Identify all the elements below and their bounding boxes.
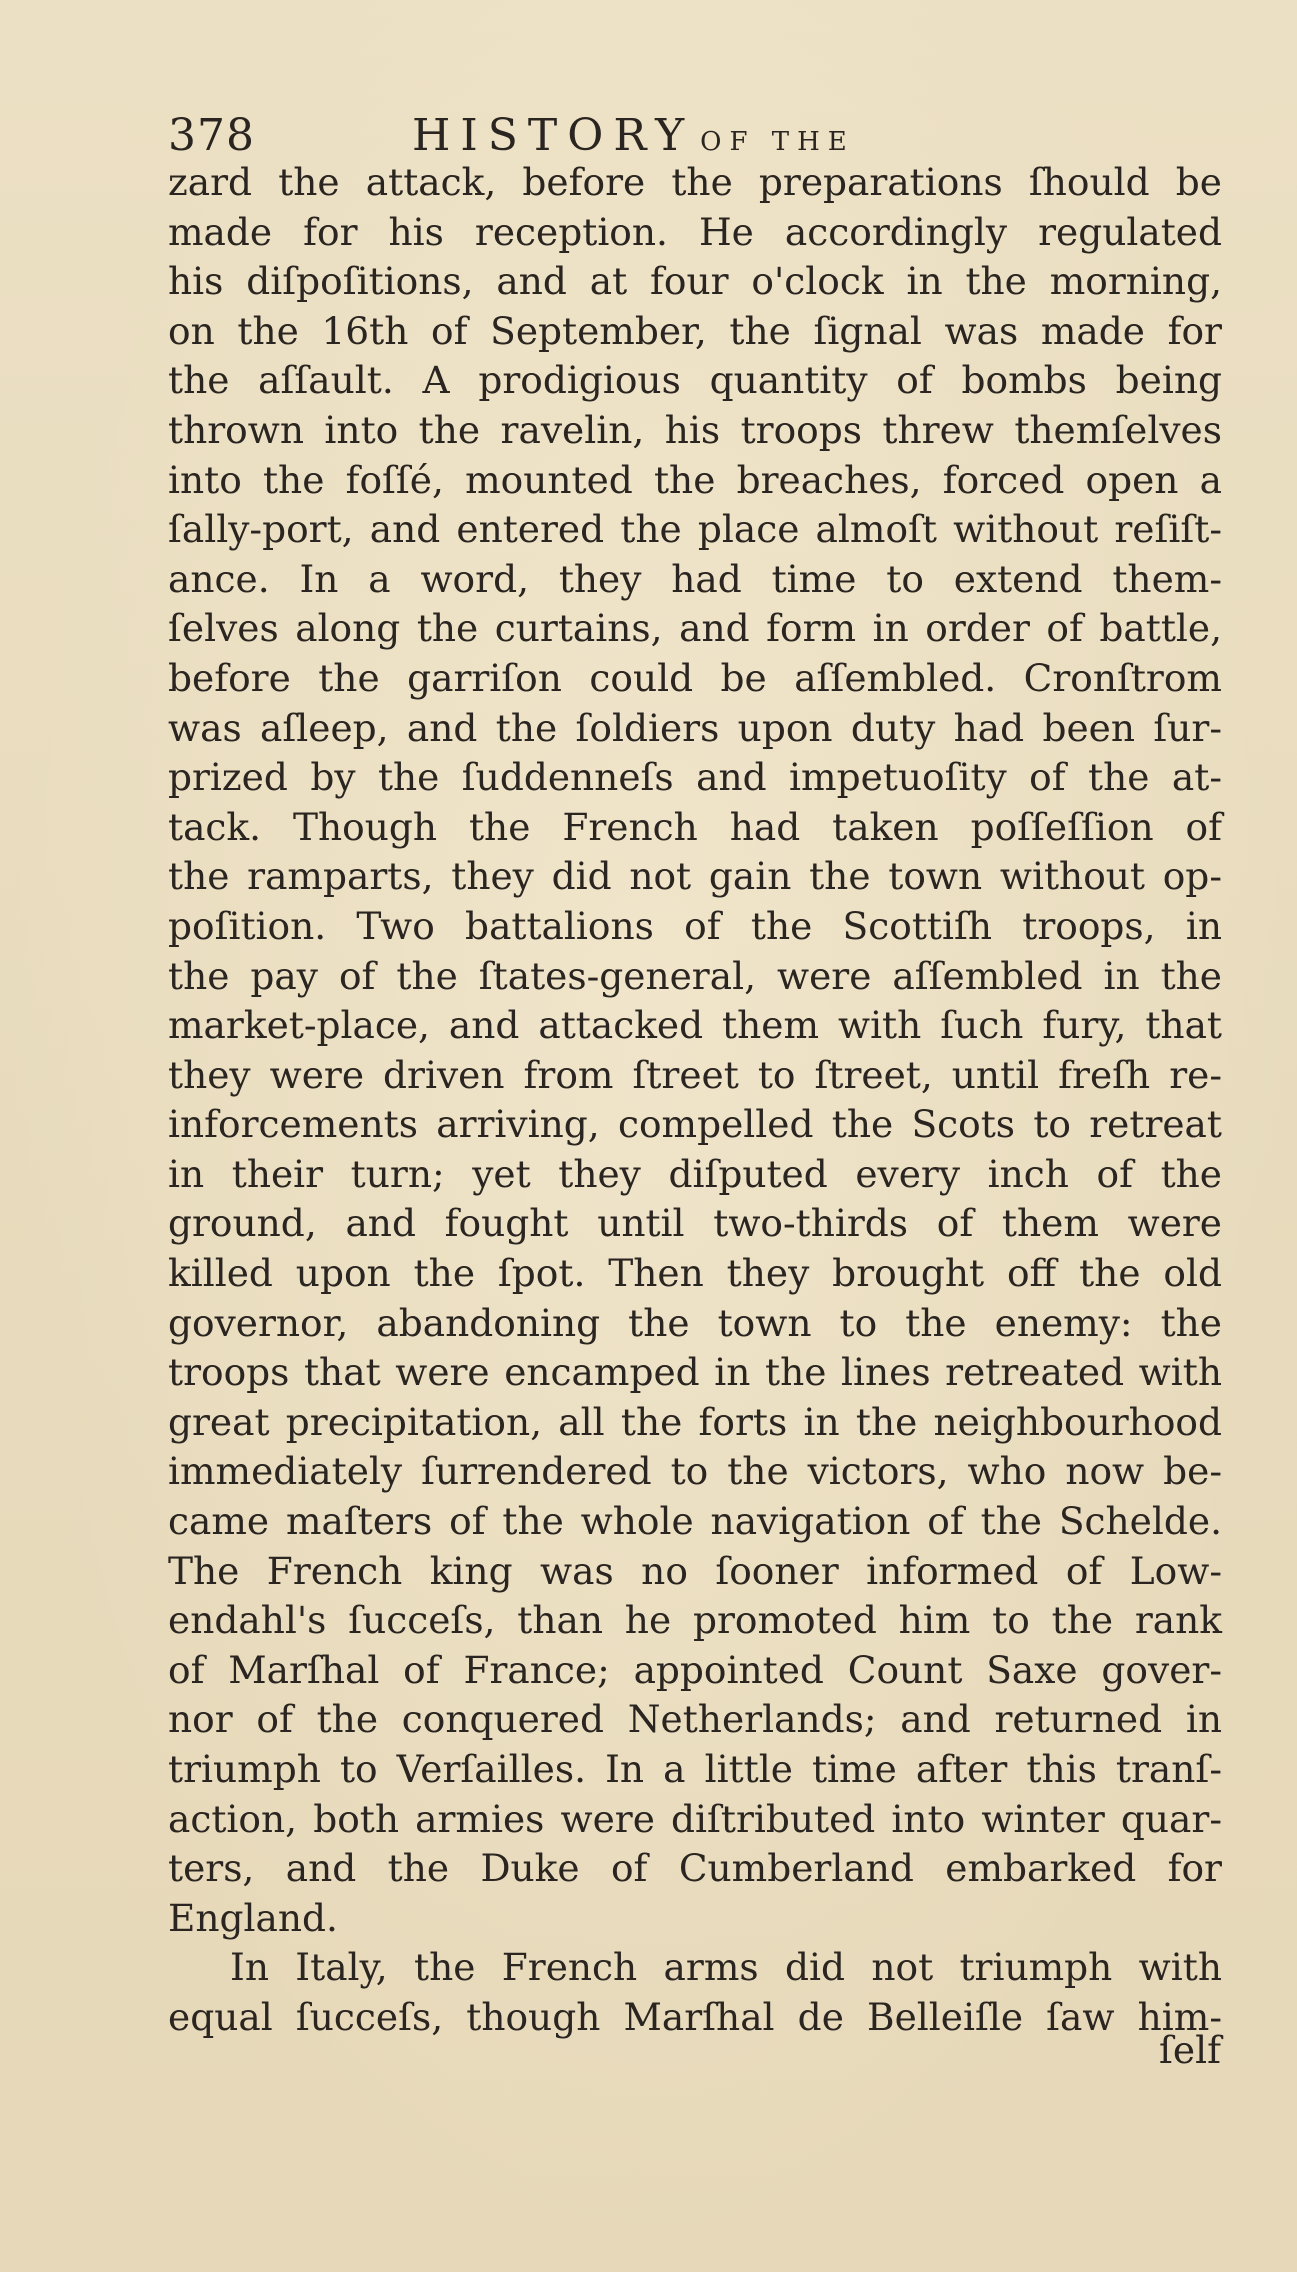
text-line: In Italy, the French arms did not triumph with [230,1945,1222,1990]
text-line: The French king was no ſooner informed of Low- [168,1548,1222,1593]
page-number: 378 [168,110,255,161]
text-line: great precipitation, all the forts in the neighbourhood [168,1399,1222,1444]
text-line: into the foſſé, mounted the breaches, forced open a [168,457,1222,502]
text-line: prized by the ſuddenneſs and impetuoſity of the at- [168,755,1222,800]
text-line: ters, and the Duke of Cumberland embarked for [168,1846,1222,1891]
text-line: was aſleep, and the ſoldiers upon duty had been ſur- [168,705,1222,750]
catchword: ſelf [1159,2028,1221,2072]
text-line: equal ſucceſs, though Marſhal de Belleiſle ſaw him- [168,1994,1222,2039]
text-line: came maſters of the whole navigation of the Schelde. [168,1499,1222,1544]
text-line: the pay of the ſtates-general, were aſſembled in the [168,953,1222,998]
text-line: killed upon the ſpot. Then they brought off the old [168,1251,1222,1296]
text-line: on the 16th of September, the ſignal was made for [168,308,1222,353]
text-line: governor, abandoning the town to the enemy: the [168,1300,1222,1345]
body-text [168,158,1222,2043]
text-line: they were driven from ſtreet to ſtreet, until freſh re- [168,1052,1222,1097]
text-line: tack. Though the French had taken poſſeſſion of [168,804,1222,849]
text-line: made for his reception. He accordingly regulated [168,209,1222,254]
text-line: ſelves along the curtains, and form in order of battle, [168,606,1222,651]
text-line: zard the attack, before the preparations ſhould be [168,160,1222,204]
text-line: endahl's ſucceſs, than he promoted him to the rank [168,1598,1222,1643]
running-head-small: OF THE [700,127,855,157]
running-head-main: HISTORY [412,110,695,161]
text-line: troops that were encamped in the lines retreated with [168,1350,1222,1395]
text-line: action, both armies were diſtributed into winter quar- [168,1796,1222,1841]
text-line: England. [168,1895,338,1940]
text-line: the ramparts, they did not gain the town without op- [168,854,1222,899]
text-line: ground, and fought until two-thirds of them were [168,1201,1222,1246]
text-line: triumph to Verſailles. In a little time after this tranſ- [168,1747,1222,1791]
text-line: ſally-port, and entered the place almoſt without reſiſt- [168,507,1222,552]
text-line: his diſpoſitions, and at four o'clock in the morning, [168,259,1222,304]
text-line: immediately ſurrendered to the victors, who now be- [168,1449,1222,1494]
text-line: poſition. Two battalions of the Scottiſh troops, in [168,903,1222,948]
text-line: inforcements arriving, compelled the Scots to retreat [168,1102,1222,1147]
text-line: thrown into the ravelin, his troops threw themſelves [168,407,1222,452]
text-line: before the garriſon could be aſſembled. Cronſtrom [168,655,1222,700]
text-line: in their turn; yet they diſputed every inch of the [168,1151,1222,1196]
text-line: ance. In a word, they had time to extend them- [168,556,1222,601]
text-line: market-place, and attacked them with ſuch fury, that [168,1003,1222,1048]
text-line: the aſſault. A prodigious quantity of bombs being [168,358,1222,403]
text-line: of Marſhal of France; appointed Count Saxe gover- [168,1647,1222,1692]
text-line: nor of the conquered Netherlands; and returned in [168,1697,1222,1742]
running-head [412,110,855,161]
